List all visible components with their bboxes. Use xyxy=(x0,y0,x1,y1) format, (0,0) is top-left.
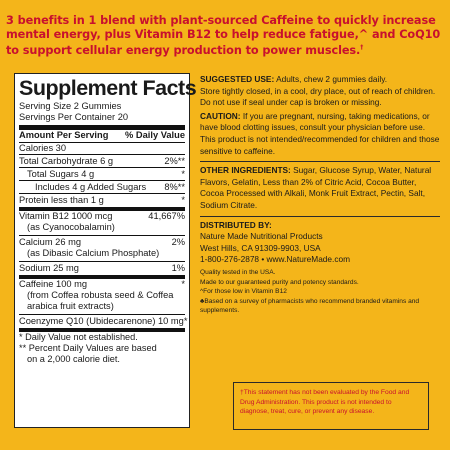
facts-row-added-sugars xyxy=(19,180,185,193)
facts-row-calcium xyxy=(19,235,185,248)
row-label: (as Cyanocobalamin) xyxy=(27,222,115,232)
facts-row-sodium xyxy=(19,261,185,274)
caution-text: If you are pregnant, nursing, taking medications, or have blood clotting issues, consult your physician before use. This product is not intended/recommended for children and those sensitive to caffeine. xyxy=(200,110,440,156)
other-ingredients xyxy=(200,165,440,213)
supplement-facts-panel xyxy=(14,73,197,428)
row-dv: 2%** xyxy=(164,156,185,166)
row-label: Coenzyme Q10 (Ubidecarenone) 10 mg xyxy=(19,316,184,326)
facts-title: Supplement Facts xyxy=(19,76,197,100)
distributed-heading: DISTRIBUTED BY: xyxy=(200,219,272,230)
row-dv: * xyxy=(181,195,185,205)
caution-heading: CAUTION: xyxy=(200,110,241,121)
row-label: Includes 4 g Added Sugars xyxy=(35,182,147,192)
company-contact: 1-800-276-2878 • www.NatureMade.com xyxy=(200,254,351,265)
facts-row-vitamin-b12 xyxy=(19,211,185,222)
company-address: West Hills, CA 91309-9903, USA xyxy=(200,242,321,253)
facts-row-carbohydrate xyxy=(19,154,185,167)
row-dv: * xyxy=(181,169,185,179)
storage-text: Store tightly closed, in a cool, dry place, out of reach of children. xyxy=(200,85,436,96)
distributor xyxy=(200,220,440,268)
facts-row-protein xyxy=(19,193,185,206)
daily-value-label: % Daily Value xyxy=(125,130,185,140)
facts-row-caffeine-source-1 xyxy=(19,290,185,301)
row-label: (as Dibasic Calcium Phosphate) xyxy=(27,248,160,258)
facts-row-vitamin-b12-source xyxy=(19,222,185,233)
row-label: Protein less than 1 g xyxy=(19,195,104,205)
facts-row-calories xyxy=(19,143,185,154)
row-label: Calories 30 xyxy=(19,143,67,153)
row-dv: 2% xyxy=(171,237,185,247)
dagger-mark: † xyxy=(360,44,364,52)
facts-row-sugars xyxy=(19,167,185,180)
row-label: arabica fruit extracts) xyxy=(27,301,114,311)
ingredients-text: Sugar, Glucose Syrup, Water, Natural Flavors, Gelatin, Less than 2% of Citric Acid, Cocoa Butter, Cocoa Processed with Alkali, Monk Fruit Extract, Pectin, Salt, Sodium Citrate. xyxy=(200,165,432,210)
row-label: Caffeine 100 mg xyxy=(19,279,88,289)
caution xyxy=(200,111,440,159)
facts-row-calcium-source xyxy=(19,248,185,259)
suggested-use-heading: SUGGESTED USE: xyxy=(200,74,275,84)
row-label: (from Coffea robusta seed & Coffea xyxy=(27,290,174,300)
footnote-daily-value: * Daily Value not established. xyxy=(19,332,138,342)
facts-column-header xyxy=(19,130,185,141)
facts-row-caffeine-source-2 xyxy=(19,301,185,312)
row-dv: 8%** xyxy=(164,182,185,192)
row-label: Calcium 26 mg xyxy=(19,237,82,247)
row-dv: * xyxy=(181,279,185,289)
fda-disclaimer-text: †This statement has not been evaluated by the Food and Drug Administration. This product is not intended to diagnose, treat, cure, or prevent any disease. xyxy=(240,389,410,415)
row-dv: 41,667% xyxy=(148,211,185,221)
suggested-use-text: Adults, chew 2 gummies daily. xyxy=(274,74,388,84)
quality-line-2: Made to our guaranteed purity and potency standards. xyxy=(200,278,359,286)
servings-per-container: Servings Per Container 20 xyxy=(19,112,129,122)
row-dv: * xyxy=(183,316,188,326)
benefits-headline xyxy=(6,14,446,58)
fda-disclaimer-box xyxy=(233,382,429,430)
quality-notes xyxy=(200,268,440,316)
divider xyxy=(200,216,440,217)
benefits-text: 3 benefits in 1 blend with plant-sourced Caffeine to quickly increase mental energy, plus Vitamin B12 to help reduce fatigue,^ and CoQ10 to support cellular energy production to power muscles. xyxy=(6,14,441,57)
row-dv: 1% xyxy=(171,263,185,273)
survey-note: ♣Based on a survey of pharmacists who recommend branded vitamins and supplements. xyxy=(200,297,420,315)
row-label: Total Sugars 4 g xyxy=(27,169,95,179)
footnote-percent-dv: ** Percent Daily Values are based xyxy=(19,343,157,353)
row-label: Vitamin B12 1000 mcg xyxy=(19,211,113,221)
row-label: Sodium 25 mg xyxy=(19,263,79,273)
divider xyxy=(200,161,440,162)
serving-size: Serving Size 2 Gummies xyxy=(19,101,122,111)
quality-line-1: Quality tested in the USA. xyxy=(200,268,276,276)
label-info-column xyxy=(200,74,440,316)
seal-warning: Do not use if seal under cap is broken or missing. xyxy=(200,97,382,108)
suggested-use xyxy=(200,74,440,111)
low-b12-note: ^For those low in Vitamin B12 xyxy=(200,288,287,296)
ingredients-heading: OTHER INGREDIENTS: xyxy=(200,165,291,176)
amount-per-serving-label: Amount Per Serving xyxy=(19,130,109,140)
company-name: Nature Made Nutritional Products xyxy=(200,231,323,242)
facts-row-caffeine xyxy=(19,279,185,290)
footnote-calorie-diet: on a 2,000 calorie diet. xyxy=(27,354,120,364)
row-label: Total Carbohydrate 6 g xyxy=(19,156,114,166)
facts-row-coq10 xyxy=(19,314,188,327)
